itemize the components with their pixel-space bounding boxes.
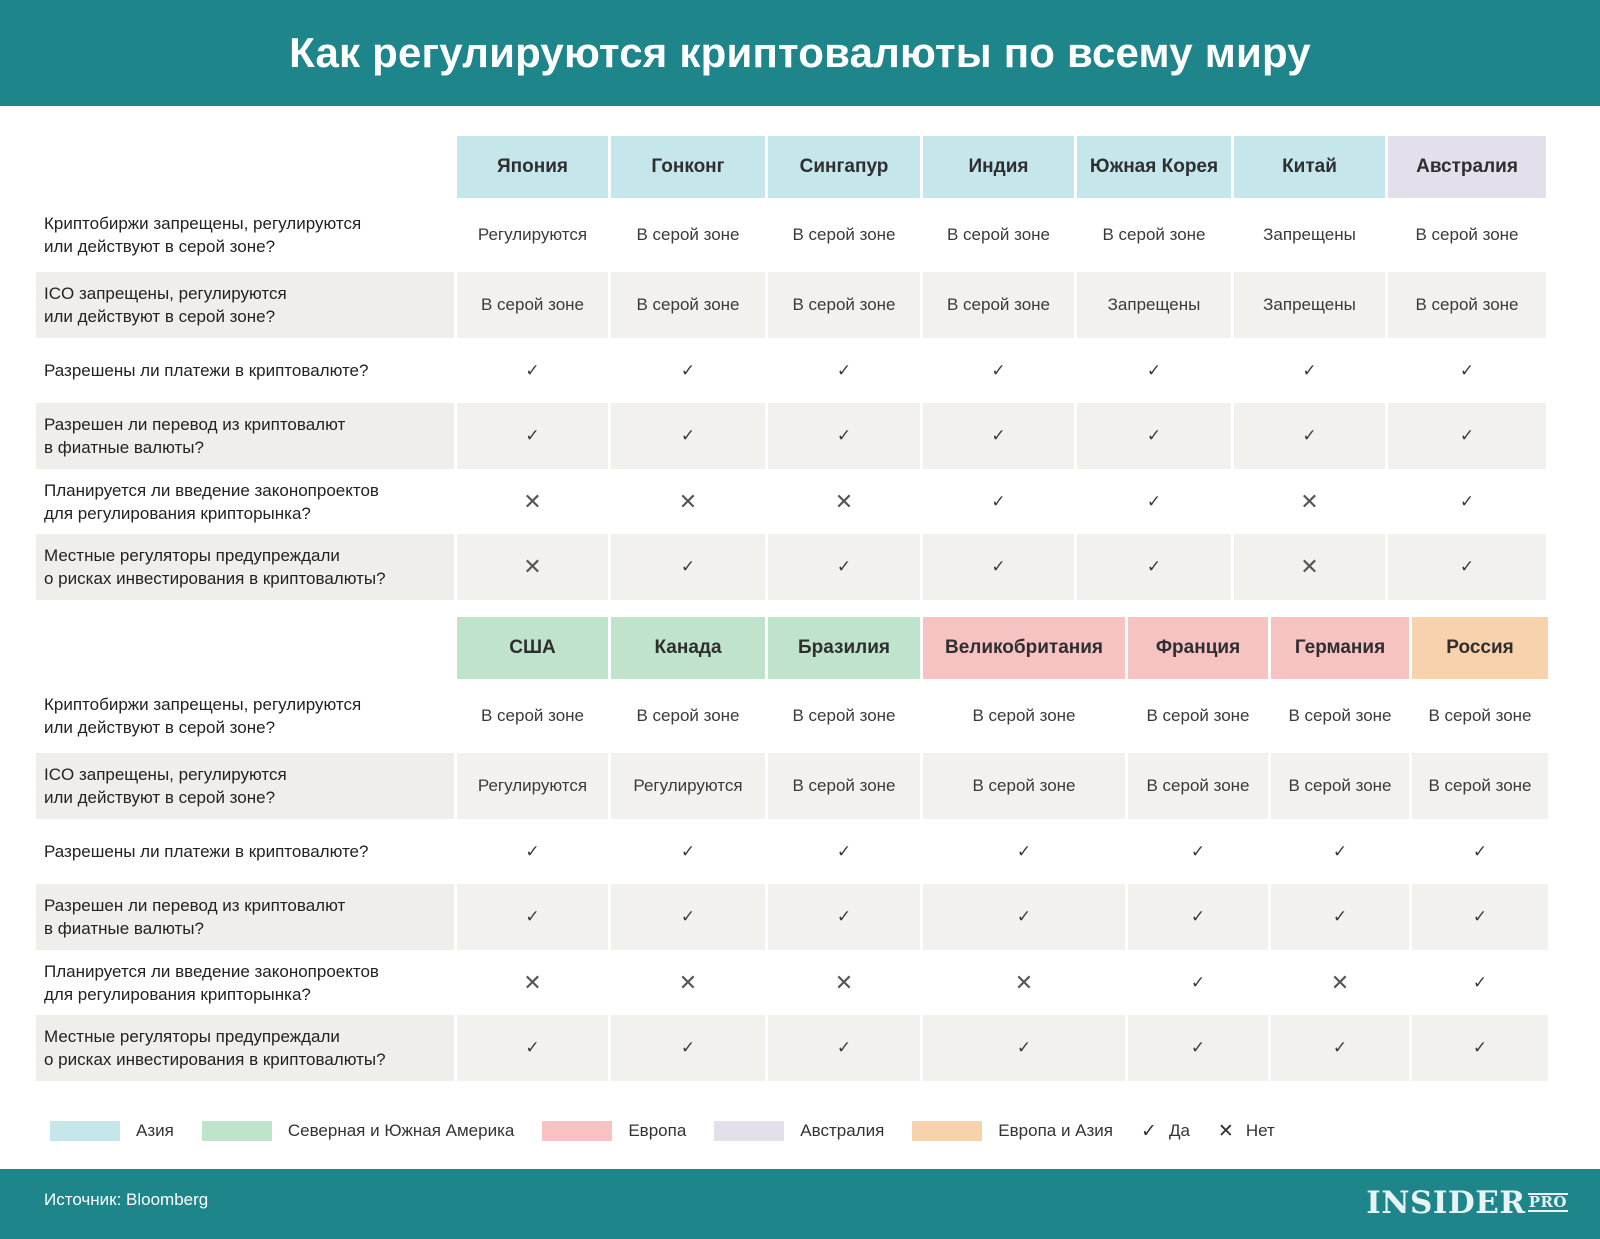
check-icon: ✓ (991, 360, 1006, 380)
header-spacer (36, 136, 454, 198)
check-icon: ✓ (991, 491, 1006, 511)
check-icon: ✓ (1412, 1015, 1548, 1081)
table-row-fiat-conversion (36, 884, 1580, 950)
check-icon: ✓ (611, 1015, 765, 1081)
table-cell: Запрещены (1263, 225, 1356, 244)
country-header: Южная Корея (1077, 136, 1231, 198)
check-icon: ✓ (1234, 403, 1385, 469)
table-row-ico (36, 272, 1580, 338)
check-icon: ✓ (457, 1015, 608, 1081)
cross-icon: ✕ (1330, 969, 1350, 995)
check-icon: ✓ (611, 884, 765, 950)
table-row-payments (36, 822, 1580, 881)
check-icon: ✓ (768, 403, 920, 469)
check-icon: ✓ (1077, 403, 1231, 469)
country-header: Австралия (1388, 136, 1546, 198)
legend-label-europe: Европа (628, 1121, 687, 1140)
check-icon: ✓ (1077, 534, 1231, 600)
table-cell: Регулируются (477, 225, 588, 244)
cross-icon: ✕ (457, 534, 608, 600)
table-cell: Запрещены (1234, 272, 1385, 338)
country-header-row (36, 136, 1580, 198)
table-cell: В серой зоне (457, 272, 608, 338)
cross-icon: ✕ (523, 969, 542, 995)
country-header: Япония (457, 136, 608, 198)
country-header: Канада (611, 617, 765, 679)
country-header: США (457, 617, 608, 679)
logo-text: INSIDER (1366, 1185, 1526, 1221)
check-icon: ✓ (768, 1015, 920, 1081)
cross-icon: ✕ (834, 969, 854, 995)
table-row-payments (36, 341, 1580, 400)
insider-pro-logo (1366, 1185, 1568, 1221)
question-label: Разрешен ли перевод из криптовалют в фиатные валюты? (36, 884, 454, 950)
table-cell: В серой зоне (1428, 706, 1532, 725)
source-note: Источник: Bloomberg (44, 1190, 209, 1209)
table-cell: В серой зоне (923, 753, 1125, 819)
check-icon: ✓ (1128, 1015, 1268, 1081)
table-cell: В серой зоне (768, 753, 920, 819)
check-icon: ✓ (1271, 884, 1409, 950)
legend-item-europe (542, 1121, 686, 1141)
table-americas-europe (36, 617, 1580, 1084)
check-icon: ✓ (1388, 534, 1546, 600)
country-header: Великобритания (923, 617, 1125, 679)
check-icon: ✓ (457, 884, 608, 950)
question-label: Местные регуляторы предупреждали о рисках инвестирования в криптовалюты? (36, 534, 454, 600)
question-label: Планируется ли введение законопроектов для регулирования крипторынка? (44, 480, 379, 523)
legend-label-yes: Да (1168, 1121, 1190, 1140)
table-cell: В серой зоне (1128, 753, 1268, 819)
check-icon: ✓ (1190, 972, 1206, 992)
table-cell: В серой зоне (636, 225, 740, 244)
country-header: Индия (923, 136, 1074, 198)
country-header-row (36, 617, 1580, 679)
table-row-ico (36, 753, 1580, 819)
table-cell: Регулируются (611, 753, 765, 819)
footer (0, 1169, 1600, 1239)
table-row-planned-laws (36, 472, 1580, 531)
check-icon: ✓ (923, 1015, 1125, 1081)
check-icon: ✓ (1016, 841, 1032, 861)
country-header: Китай (1234, 136, 1385, 198)
table-cell: В серой зоне (611, 272, 765, 338)
check-icon: ✓ (1146, 491, 1162, 511)
table-cell: В серой зоне (768, 272, 920, 338)
check-icon: ✓ (1332, 841, 1348, 861)
cross-icon: ✕ (1014, 969, 1034, 995)
legend-label-americas: Северная и Южная Америка (287, 1121, 515, 1140)
cross-icon: ✕ (834, 488, 854, 514)
check-icon: ✓ (1472, 972, 1488, 992)
cross-icon: ✕ (678, 488, 698, 514)
country-header: Франция (1128, 617, 1268, 679)
check-icon: ✓ (1472, 841, 1488, 861)
table-cell: В серой зоне (1415, 225, 1519, 244)
cross-icon: ✕ (523, 488, 542, 514)
page-title: Как регулируются криптовалюты по всему миру (0, 0, 1600, 106)
question-label: ICO запрещены, регулируются или действуют в серой зоне? (36, 272, 454, 338)
table-cell: В серой зоне (1271, 753, 1409, 819)
check-icon: ✓ (923, 534, 1074, 600)
country-header: Россия (1412, 617, 1548, 679)
check-icon: ✓ (611, 403, 765, 469)
check-icon: ✓ (836, 841, 852, 861)
question-label: Разрешены ли платежи в криптовалюте? (44, 361, 369, 380)
table-row-regulator-warnings (36, 534, 1580, 600)
check-icon: ✓ (1412, 884, 1548, 950)
table-cell: В серой зоне (1412, 753, 1548, 819)
check-icon: ✓ (525, 841, 540, 861)
legend-item-australia (714, 1121, 884, 1141)
table-row-exchanges (36, 201, 1580, 269)
check-icon: ✓ (1302, 360, 1317, 380)
check-icon: ✓ (680, 841, 696, 861)
check-icon: ✓ (1128, 884, 1268, 950)
question-label: Криптобиржи запрещены, регулируются или действуют в серой зоне? (44, 214, 362, 256)
table-row-exchanges (36, 682, 1580, 750)
country-header: Бразилия (768, 617, 920, 679)
legend-item-yes (1141, 1120, 1190, 1143)
check-icon: ✓ (525, 360, 540, 380)
country-header: Германия (1271, 617, 1409, 679)
table-cell: В серой зоне (923, 272, 1074, 338)
cross-icon: ✕ (678, 969, 698, 995)
legend-swatch-australia (714, 1121, 784, 1141)
table-cell: В серой зоне (636, 706, 740, 725)
header-spacer (36, 617, 454, 679)
check-icon: ✓ (1459, 360, 1475, 380)
question-label: Криптобиржи запрещены, регулируются или действуют в серой зоне? (44, 695, 362, 737)
check-icon: ✓ (1190, 841, 1206, 861)
check-icon: ✓ (1271, 1015, 1409, 1081)
legend-label-europe-asia: Европа и Азия (998, 1121, 1114, 1140)
check-icon: ✓ (768, 534, 920, 600)
country-header: Гонконг (611, 136, 765, 198)
check-icon: ✓ (836, 360, 852, 380)
table-row-regulator-warnings (36, 1015, 1580, 1081)
legend-item-europe-asia (912, 1121, 1113, 1141)
table-row-planned-laws (36, 953, 1580, 1012)
check-icon: ✓ (1141, 1120, 1157, 1142)
check-icon: ✓ (457, 403, 608, 469)
check-icon: ✓ (1388, 403, 1546, 469)
table-cell: В серой зоне (946, 225, 1051, 244)
legend-swatch-asia (50, 1121, 120, 1141)
table-cell: В серой зоне (1102, 225, 1206, 244)
table-cell: В серой зоне (1388, 272, 1546, 338)
cross-icon: ✕ (1300, 488, 1319, 514)
table-cell: Запрещены (1077, 272, 1231, 338)
table-cell: В серой зоне (792, 225, 896, 244)
legend-swatch-europe-asia (912, 1121, 982, 1141)
table-cell: В серой зоне (792, 706, 896, 725)
legend-label-asia: Азия (136, 1121, 174, 1140)
table-row-fiat-conversion (36, 403, 1580, 469)
table-cell: В серой зоне (1146, 706, 1250, 725)
question-label: Разрешены ли платежи в криптовалюте? (44, 842, 369, 861)
logo-suffix: PRO (1528, 1193, 1567, 1211)
table-cell: В серой зоне (1288, 706, 1392, 725)
check-icon: ✓ (1146, 360, 1162, 380)
legend-item-asia (50, 1121, 174, 1141)
legend-item-no (1218, 1120, 1275, 1143)
table-asia-australia (36, 136, 1580, 603)
cross-icon: ✕ (1234, 534, 1385, 600)
check-icon: ✓ (923, 403, 1074, 469)
legend-label-australia: Австралия (800, 1121, 885, 1140)
legend-swatch-americas (202, 1121, 272, 1141)
check-icon: ✓ (611, 534, 765, 600)
table-cell: В серой зоне (480, 706, 585, 725)
legend-label-no: Нет (1245, 1121, 1275, 1140)
table-cell: Регулируются (457, 753, 608, 819)
question-label: Планируется ли введение законопроектов для регулирования крипторынка? (44, 961, 379, 1004)
cross-icon: ✕ (1217, 1120, 1234, 1142)
question-label: ICO запрещены, регулируются или действуют в серой зоне? (36, 753, 454, 819)
question-label: Разрешен ли перевод из криптовалют в фиатные валюты? (36, 403, 454, 469)
check-icon: ✓ (768, 884, 920, 950)
country-header: Сингапур (768, 136, 920, 198)
check-icon: ✓ (923, 884, 1125, 950)
table-cell: В серой зоне (972, 706, 1076, 725)
legend-item-americas (202, 1121, 515, 1141)
question-label: Местные регуляторы предупреждали о рисках инвестирования в криптовалюты? (36, 1015, 454, 1081)
legend-swatch-europe (542, 1121, 612, 1141)
check-icon: ✓ (680, 360, 696, 380)
check-icon: ✓ (1459, 491, 1475, 511)
legend (50, 1115, 1303, 1147)
